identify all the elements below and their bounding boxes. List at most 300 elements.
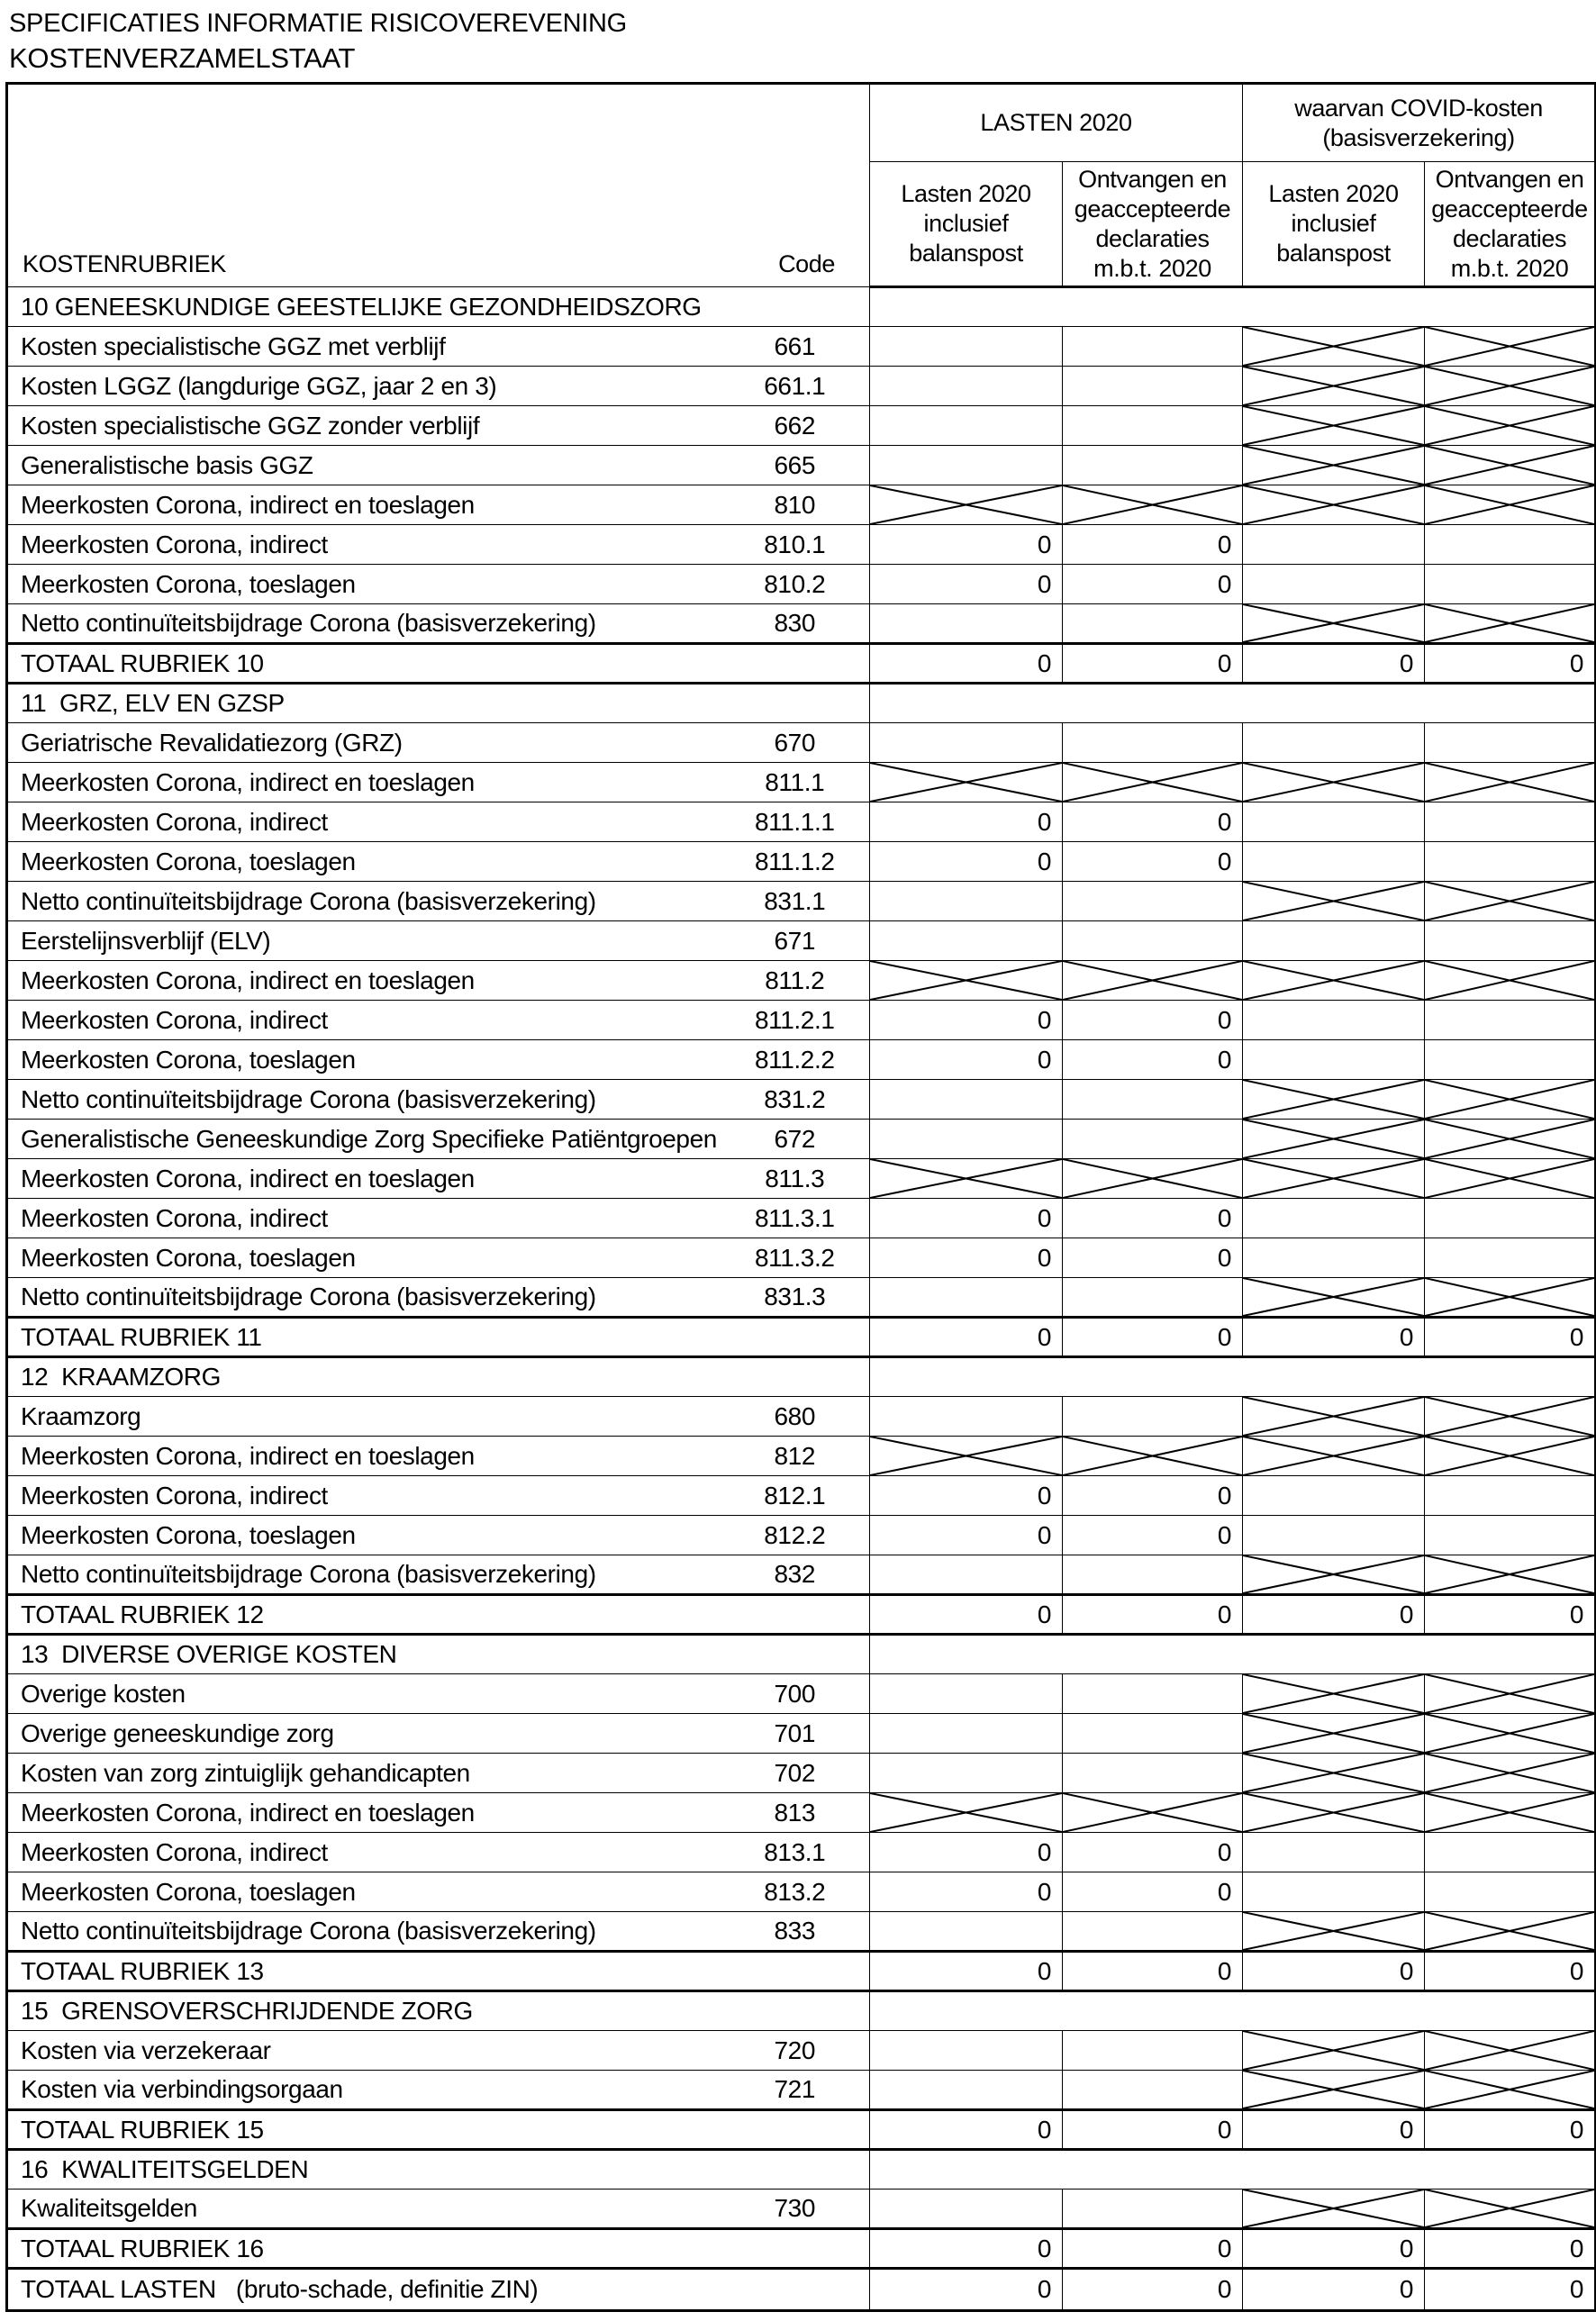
value-cell-empty	[1425, 1516, 1596, 1555]
cross-x-icon	[1243, 485, 1424, 524]
row-code: 730	[726, 2190, 870, 2229]
row-label: Kwaliteitsgelden	[7, 2190, 726, 2229]
row-code: 812.2	[726, 1516, 870, 1555]
value-cell-empty	[870, 1555, 1063, 1595]
item-row	[7, 1199, 1596, 1238]
table-body	[7, 287, 1596, 2311]
item-row	[7, 1437, 1596, 1476]
value-cell-crossed	[1243, 1555, 1425, 1595]
item-row	[7, 1516, 1596, 1555]
value-cell-crossed	[1425, 1912, 1596, 1952]
item-row	[7, 1278, 1596, 1318]
value-cell-empty	[1425, 842, 1596, 882]
corner-header-cell	[7, 84, 870, 287]
row-label: Kosten LGGZ (langdurige GGZ, jaar 2 en 3)	[7, 367, 726, 406]
value-cell-empty	[870, 367, 1063, 406]
value-cell-crossed	[1243, 446, 1425, 485]
value-cell-empty	[1243, 1476, 1425, 1516]
total-row	[7, 644, 1596, 684]
cross-x-icon	[1425, 1674, 1594, 1713]
value-cell-zero: 0	[1425, 1318, 1596, 1357]
value-cell-zero: 0	[1063, 802, 1243, 842]
kostenverzamelstaat-table	[5, 82, 1596, 2312]
value-cell-zero: 0	[1063, 1952, 1243, 1991]
value-cell-zero: 0	[870, 525, 1063, 565]
value-cell-crossed	[1243, 367, 1425, 406]
cross-x-icon	[1425, 485, 1594, 524]
value-cell-crossed	[1063, 1159, 1243, 1199]
value-cell-empty	[870, 604, 1063, 644]
row-code: 811.3	[726, 1159, 870, 1199]
item-row	[7, 1714, 1596, 1754]
section-row	[7, 1991, 1596, 2031]
value-cell-zero: 0	[870, 1040, 1063, 1080]
column-header-covid-ontvangen-declaraties: Ontvangen en geaccepteerde declaraties m.b.t. 2020	[1425, 162, 1596, 287]
cross-x-icon	[1243, 961, 1424, 1000]
item-row	[7, 1555, 1596, 1595]
cross-x-icon	[1243, 367, 1424, 405]
total-row	[7, 1952, 1596, 1991]
value-cell-empty	[1425, 1040, 1596, 1080]
row-label: Meerkosten Corona, indirect en toeslagen	[7, 1159, 726, 1199]
value-cell-zero: 0	[870, 1001, 1063, 1040]
row-code: 811.3.1	[726, 1199, 870, 1238]
row-label: Generalistische basis GGZ	[7, 446, 726, 485]
value-cell-crossed	[1425, 1555, 1596, 1595]
row-code: 830	[726, 604, 870, 644]
cross-x-icon	[870, 1437, 1062, 1475]
value-cell-empty	[1063, 604, 1243, 644]
row-code: 811.2.1	[726, 1001, 870, 1040]
cross-x-icon	[1243, 406, 1424, 445]
value-cell-empty	[1425, 1476, 1596, 1516]
row-code: 811.1.1	[726, 802, 870, 842]
value-cell-zero: 0	[870, 1833, 1063, 1872]
item-row	[7, 604, 1596, 644]
item-row	[7, 1397, 1596, 1437]
cross-x-icon	[1425, 763, 1594, 802]
value-cell-crossed	[1425, 406, 1596, 446]
value-cell-empty	[1425, 525, 1596, 565]
row-label: Kosten van zorg zintuiglijk gehandicapten	[7, 1754, 726, 1793]
row-label: Meerkosten Corona, toeslagen	[7, 1040, 726, 1080]
row-code: 661.1	[726, 367, 870, 406]
section-title: 11 GRZ, ELV EN GZSP	[7, 684, 870, 723]
value-cell-zero: 0	[1063, 1318, 1243, 1357]
value-cell-empty	[1063, 1754, 1243, 1793]
value-cell-zero: 0	[870, 1595, 1063, 1635]
cross-x-icon	[1425, 882, 1594, 920]
value-cell-crossed	[1425, 1278, 1596, 1318]
row-code: 811.2	[726, 961, 870, 1001]
item-row	[7, 1120, 1596, 1159]
row-code: 701	[726, 1714, 870, 1754]
item-row	[7, 1674, 1596, 1714]
section-title: 13 DIVERSE OVERIGE KOSTEN	[7, 1635, 870, 1674]
value-cell-empty	[1425, 1001, 1596, 1040]
value-cell-crossed	[1243, 1397, 1425, 1437]
cross-x-icon	[1063, 1437, 1242, 1475]
value-cell-empty	[870, 723, 1063, 763]
value-cell-zero: 0	[870, 2269, 1063, 2311]
row-code: 831.1	[726, 882, 870, 921]
item-row	[7, 2071, 1596, 2110]
item-row	[7, 1040, 1596, 1080]
item-row	[7, 2031, 1596, 2071]
value-cell-zero: 0	[1063, 1595, 1243, 1635]
value-cell-zero: 0	[870, 565, 1063, 604]
row-code: 720	[726, 2031, 870, 2071]
row-code: 812.1	[726, 1476, 870, 1516]
row-code: 831.3	[726, 1278, 870, 1318]
value-cell-empty	[1425, 1833, 1596, 1872]
cross-x-icon	[1243, 882, 1424, 920]
item-row	[7, 485, 1596, 525]
cross-x-icon	[1243, 1080, 1424, 1119]
value-cell-zero: 0	[1063, 1833, 1243, 1872]
row-code: 832	[726, 1555, 870, 1595]
row-code: 812	[726, 1437, 870, 1476]
value-cell-empty	[870, 406, 1063, 446]
value-cell-zero: 0	[1063, 1238, 1243, 1278]
value-cell-empty	[870, 1278, 1063, 1318]
row-label: Generalistische Geneeskundige Zorg Specifieke Patiëntgroepen	[7, 1120, 726, 1159]
value-cell-zero: 0	[870, 1318, 1063, 1357]
value-cell-zero: 0	[1425, 2229, 1596, 2269]
value-cell-empty	[1243, 921, 1425, 961]
row-code: 811.2.2	[726, 1040, 870, 1080]
item-row	[7, 723, 1596, 763]
document-supertitle: SPECIFICATIES INFORMATIE RISICOVEREVENING	[9, 9, 627, 38]
value-cell-zero: 0	[1063, 1001, 1243, 1040]
value-cell-empty	[870, 1912, 1063, 1952]
value-cell-zero: 0	[870, 1238, 1063, 1278]
value-cell-crossed	[1425, 1159, 1596, 1199]
value-cell-empty	[1243, 1040, 1425, 1080]
value-cell-empty	[870, 2031, 1063, 2071]
row-code: 670	[726, 723, 870, 763]
row-code: 810	[726, 485, 870, 525]
value-cell-zero: 0	[870, 1199, 1063, 1238]
row-code: 661	[726, 327, 870, 367]
value-cell-empty	[1425, 802, 1596, 842]
value-cell-empty	[1063, 2190, 1243, 2229]
value-cell-empty	[1425, 1199, 1596, 1238]
row-label: Kosten specialistische GGZ zonder verblijf	[7, 406, 726, 446]
item-row	[7, 1080, 1596, 1120]
row-code: 700	[726, 1674, 870, 1714]
item-row	[7, 882, 1596, 921]
row-code: 665	[726, 446, 870, 485]
total-row-label: TOTAAL RUBRIEK 13	[7, 1952, 870, 1991]
value-cell-crossed	[1243, 485, 1425, 525]
row-code: 672	[726, 1120, 870, 1159]
item-row	[7, 327, 1596, 367]
row-label: Meerkosten Corona, toeslagen	[7, 565, 726, 604]
value-cell-empty	[1243, 1833, 1425, 1872]
value-cell-zero: 0	[870, 2229, 1063, 2269]
value-cell-zero: 0	[1243, 1318, 1425, 1357]
value-cell-zero: 0	[870, 1516, 1063, 1555]
item-row	[7, 961, 1596, 1001]
section-row	[7, 684, 1596, 723]
value-cell-empty	[1063, 921, 1243, 961]
value-cell-crossed	[1243, 1120, 1425, 1159]
cross-x-icon	[1425, 1120, 1594, 1158]
value-cell-crossed	[1425, 367, 1596, 406]
value-cell-crossed	[1063, 1437, 1243, 1476]
value-cell-crossed	[870, 1437, 1063, 1476]
value-cell-zero: 0	[1063, 1040, 1243, 1080]
value-cell-empty	[1425, 1238, 1596, 1278]
value-cell-crossed	[870, 1159, 1063, 1199]
item-row	[7, 1754, 1596, 1793]
value-cell-crossed	[1063, 961, 1243, 1001]
value-cell-crossed	[1425, 1754, 1596, 1793]
cross-x-icon	[1425, 1754, 1594, 1792]
grand-total-label: TOTAAL LASTEN (bruto-schade, definitie ZIN)	[7, 2269, 870, 2311]
item-row	[7, 1912, 1596, 1952]
value-cell-crossed	[1243, 1793, 1425, 1833]
row-label: Meerkosten Corona, toeslagen	[7, 1516, 726, 1555]
row-code: 721	[726, 2071, 870, 2110]
value-cell-zero: 0	[1425, 1952, 1596, 1991]
row-code: 813.2	[726, 1872, 870, 1912]
value-cell-zero: 0	[1243, 2110, 1425, 2150]
item-row	[7, 1793, 1596, 1833]
section-merged-cell	[870, 2150, 1596, 2190]
value-cell-empty	[870, 446, 1063, 485]
group-header-lasten-2020: LASTEN 2020	[870, 84, 1243, 162]
column-header-covid-lasten-inclusief-balanspost: Lasten 2020 inclusief balanspost	[1243, 162, 1425, 287]
value-cell-crossed	[1243, 882, 1425, 921]
value-cell-empty	[870, 327, 1063, 367]
cross-x-icon	[1425, 2031, 1594, 2070]
column-header-ontvangen-declaraties: Ontvangen en geaccepteerde declaraties m.b.t. 2020	[1063, 162, 1243, 287]
value-cell-zero: 0	[1243, 644, 1425, 684]
item-row	[7, 1238, 1596, 1278]
cross-x-icon	[870, 961, 1062, 1000]
cross-x-icon	[1243, 1159, 1424, 1198]
value-cell-empty	[1063, 1080, 1243, 1120]
column-header-lasten-inclusief-balanspost: Lasten 2020 inclusief balanspost	[870, 162, 1063, 287]
value-cell-zero: 0	[870, 644, 1063, 684]
total-row-label: TOTAAL RUBRIEK 11	[7, 1318, 870, 1357]
value-cell-zero: 0	[870, 802, 1063, 842]
cross-x-icon	[1425, 1555, 1594, 1593]
item-row	[7, 1001, 1596, 1040]
value-cell-empty	[1063, 1912, 1243, 1952]
value-cell-crossed	[870, 961, 1063, 1001]
row-label: Meerkosten Corona, indirect en toeslagen	[7, 1793, 726, 1833]
value-cell-empty	[1063, 2071, 1243, 2110]
item-row	[7, 2190, 1596, 2229]
cross-x-icon	[1425, 367, 1594, 405]
value-cell-zero: 0	[1425, 1595, 1596, 1635]
value-cell-crossed	[1425, 882, 1596, 921]
cross-x-icon	[1243, 2031, 1424, 2070]
row-label: Geriatrische Revalidatiezorg (GRZ)	[7, 723, 726, 763]
row-label: Meerkosten Corona, indirect en toeslagen	[7, 1437, 726, 1476]
value-cell-zero: 0	[1063, 1872, 1243, 1912]
row-code: 813.1	[726, 1833, 870, 1872]
value-cell-empty	[870, 2071, 1063, 2110]
section-row	[7, 2150, 1596, 2190]
cross-x-icon	[1425, 446, 1594, 485]
cross-x-icon	[1243, 1674, 1424, 1713]
value-cell-zero: 0	[1063, 1516, 1243, 1555]
cross-x-icon	[1243, 1278, 1424, 1316]
value-cell-crossed	[1063, 485, 1243, 525]
value-cell-crossed	[1425, 2190, 1596, 2229]
row-code: 702	[726, 1754, 870, 1793]
row-label: Meerkosten Corona, indirect	[7, 525, 726, 565]
total-row-label: TOTAAL RUBRIEK 12	[7, 1595, 870, 1635]
value-cell-zero: 0	[1063, 644, 1243, 684]
cross-x-icon	[1243, 1397, 1424, 1436]
item-row	[7, 1833, 1596, 1872]
cross-x-icon	[1063, 763, 1242, 802]
value-cell-crossed	[870, 763, 1063, 802]
value-cell-crossed	[1425, 327, 1596, 367]
value-cell-empty	[1425, 723, 1596, 763]
value-cell-zero: 0	[1063, 2110, 1243, 2150]
value-cell-empty	[870, 882, 1063, 921]
cross-x-icon	[1243, 2190, 1424, 2227]
row-code: 831.2	[726, 1080, 870, 1120]
item-row	[7, 802, 1596, 842]
cross-x-icon	[1243, 604, 1424, 642]
cross-x-icon	[1243, 1555, 1424, 1593]
value-cell-crossed	[1243, 1278, 1425, 1318]
value-cell-empty	[1063, 1278, 1243, 1318]
value-cell-crossed	[1243, 1674, 1425, 1714]
total-row	[7, 1318, 1596, 1357]
value-cell-zero: 0	[1243, 1952, 1425, 1991]
value-cell-zero: 0	[1425, 644, 1596, 684]
item-row	[7, 446, 1596, 485]
cross-x-icon	[1063, 1793, 1242, 1832]
value-cell-crossed	[1425, 2031, 1596, 2071]
row-label: Meerkosten Corona, indirect en toeslagen	[7, 485, 726, 525]
row-code: 671	[726, 921, 870, 961]
cross-x-icon	[1243, 1912, 1424, 1950]
cross-x-icon	[870, 485, 1062, 524]
value-cell-crossed	[1425, 1793, 1596, 1833]
value-cell-zero: 0	[1425, 2269, 1596, 2311]
item-row	[7, 921, 1596, 961]
value-cell-crossed	[1243, 2190, 1425, 2229]
total-row	[7, 1595, 1596, 1635]
value-cell-empty	[1243, 1872, 1425, 1912]
value-cell-empty	[1063, 1120, 1243, 1159]
cross-x-icon	[1425, 1159, 1594, 1198]
section-title: 12 KRAAMZORG	[7, 1357, 870, 1397]
section-row	[7, 287, 1596, 327]
section-merged-cell	[870, 1991, 1596, 2031]
value-cell-crossed	[1425, 1714, 1596, 1754]
group-header-covid-kosten: waarvan COVID-kosten (basisverzekering)	[1243, 84, 1596, 162]
row-label: Meerkosten Corona, indirect	[7, 1199, 726, 1238]
value-cell-crossed	[1425, 485, 1596, 525]
value-cell-crossed	[1243, 2071, 1425, 2110]
cross-x-icon	[1425, 327, 1594, 366]
section-merged-cell	[870, 1357, 1596, 1397]
value-cell-empty	[1243, 1001, 1425, 1040]
value-cell-empty	[1425, 565, 1596, 604]
value-cell-crossed	[1243, 1159, 1425, 1199]
item-row	[7, 367, 1596, 406]
grand-row	[7, 2269, 1596, 2311]
value-cell-empty	[1243, 1238, 1425, 1278]
value-cell-crossed	[870, 1793, 1063, 1833]
total-row-label: TOTAAL RUBRIEK 10	[7, 644, 870, 684]
value-cell-empty	[1063, 327, 1243, 367]
value-cell-crossed	[1243, 1080, 1425, 1120]
value-cell-zero: 0	[1063, 1199, 1243, 1238]
cross-x-icon	[1243, 763, 1424, 802]
value-cell-empty	[870, 1714, 1063, 1754]
value-cell-empty	[1243, 565, 1425, 604]
row-label: Overige kosten	[7, 1674, 726, 1714]
row-label: Meerkosten Corona, toeslagen	[7, 842, 726, 882]
row-code: 810.2	[726, 565, 870, 604]
total-row	[7, 2229, 1596, 2269]
cross-x-icon	[1425, 406, 1594, 445]
row-label: Meerkosten Corona, indirect en toeslagen	[7, 763, 726, 802]
row-label: Overige geneeskundige zorg	[7, 1714, 726, 1754]
value-cell-zero: 0	[870, 1476, 1063, 1516]
value-cell-crossed	[1425, 961, 1596, 1001]
row-label: Meerkosten Corona, toeslagen	[7, 1238, 726, 1278]
cross-x-icon	[1425, 2071, 1594, 2108]
value-cell-empty	[870, 1120, 1063, 1159]
group-header-row	[7, 84, 1596, 162]
value-cell-empty	[1243, 842, 1425, 882]
cross-x-icon	[1243, 1793, 1424, 1832]
item-row	[7, 406, 1596, 446]
row-label: Kosten specialistische GGZ met verblijf	[7, 327, 726, 367]
value-cell-crossed	[1425, 1437, 1596, 1476]
kostenrubriek-header-label: KOSTENRUBRIEK	[23, 250, 226, 277]
section-row	[7, 1357, 1596, 1397]
value-cell-empty	[1063, 1714, 1243, 1754]
value-cell-crossed	[1063, 763, 1243, 802]
value-cell-empty	[1063, 882, 1243, 921]
value-cell-empty	[1063, 1397, 1243, 1437]
cross-x-icon	[1425, 1912, 1594, 1950]
item-row	[7, 565, 1596, 604]
total-row	[7, 2110, 1596, 2150]
row-label: Netto continuïteitsbijdrage Corona (basisverzekering)	[7, 1080, 726, 1120]
item-row	[7, 525, 1596, 565]
cross-x-icon	[1425, 2190, 1594, 2227]
cross-x-icon	[870, 1793, 1062, 1832]
value-cell-zero: 0	[1063, 1476, 1243, 1516]
value-cell-crossed	[1243, 763, 1425, 802]
cross-x-icon	[1243, 1437, 1424, 1475]
value-cell-crossed	[1425, 604, 1596, 644]
value-cell-zero: 0	[1063, 2229, 1243, 2269]
row-code: 833	[726, 1912, 870, 1952]
value-cell-zero: 0	[870, 1872, 1063, 1912]
value-cell-empty	[1063, 1674, 1243, 1714]
value-cell-crossed	[1243, 961, 1425, 1001]
cross-x-icon	[1425, 1397, 1594, 1436]
value-cell-crossed	[1243, 1714, 1425, 1754]
value-cell-empty	[1243, 802, 1425, 842]
cross-x-icon	[1425, 1793, 1594, 1832]
